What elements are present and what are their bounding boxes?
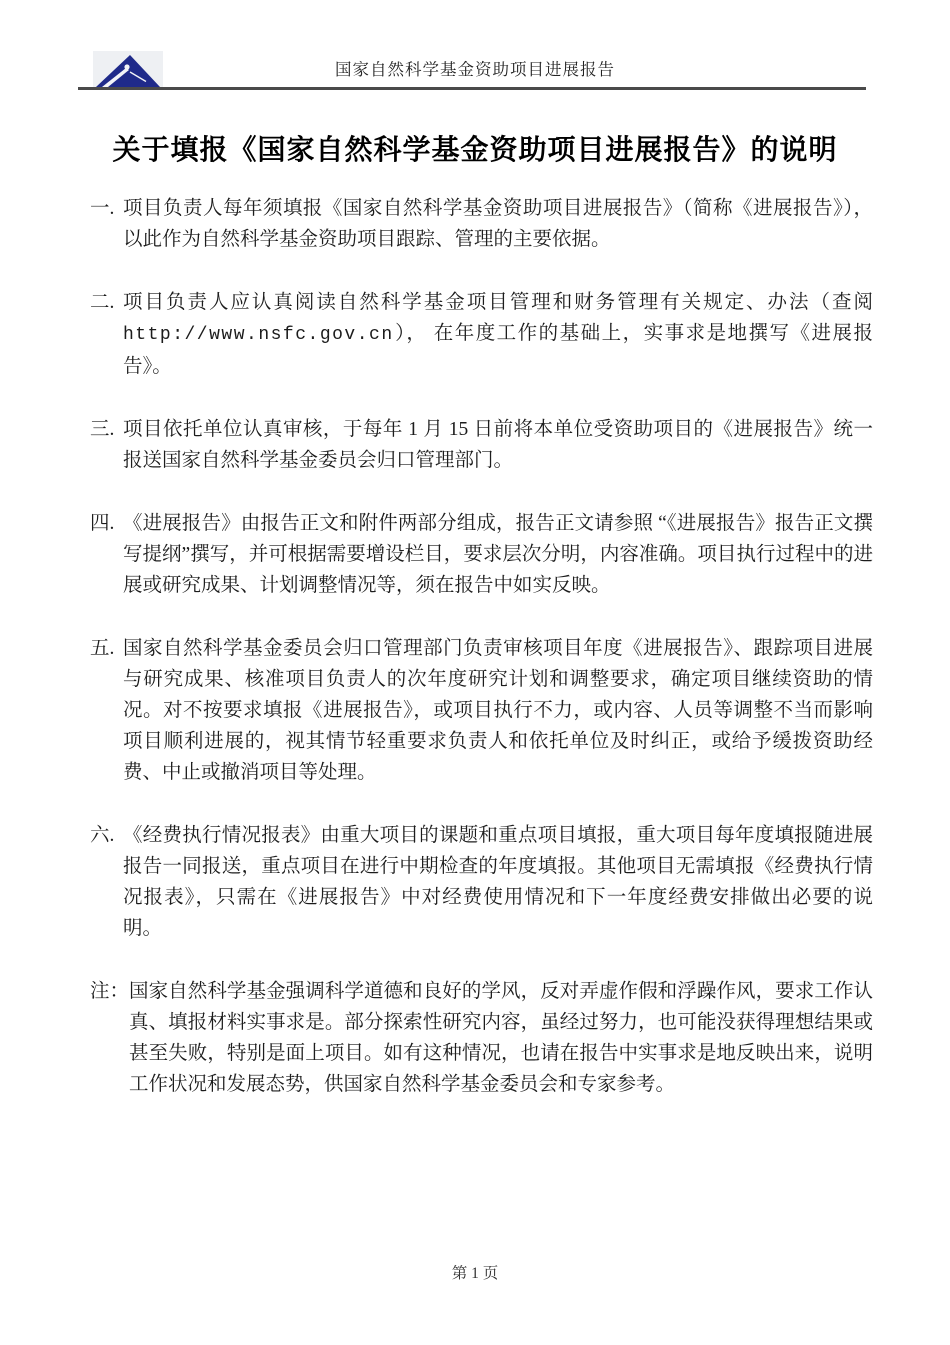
paragraph-body	[123, 414, 873, 476]
paragraph-marker: 五.	[90, 638, 115, 659]
paragraph-text: 《进展报告》由报告正文和附件两部分组成，报告正文请参照 “《进展报告》报告正文撰写提纲”撰写，并可根据需要增设栏目，要求层次分明，内容准确。项目执行过程中的进展或研究成果、计划调整情况等，须在报告中如实反映。	[123, 513, 873, 596]
list-item	[90, 633, 873, 788]
page-header	[0, 0, 950, 91]
list-item	[90, 820, 873, 944]
paragraph-text: 项目依托单位认真审核，于每年 1 月 15 日前将本单位受资助项目的《进展报告》统一报送国家自然科学基金委员会归口管理部门。	[123, 419, 873, 471]
paragraph-body	[123, 193, 873, 255]
paragraph-text: 国家自然科学基金委员会归口管理部门负责审核项目年度《进展报告》、跟踪项目进展与研究成果、核准项目负责人的次年度研究计划和调整要求，确定项目继续资助的情况。对不按要求填报《进展报告》，或项目执行不力，或内容、人员等调整不当而影响项目顺利进展的，视其情节轻重要求负责人和依托单位及时纠正，或给予缓拨资助经费、中止或撤消项目等处理。	[123, 638, 873, 783]
list-item	[90, 508, 873, 601]
running-title: 国家自然科学基金资助项目进展报告	[335, 60, 615, 79]
paragraph-body	[129, 976, 873, 1100]
paragraph-body	[123, 508, 873, 601]
paragraph-marker: 六.	[90, 825, 115, 846]
header-rule	[78, 87, 866, 90]
paragraph-text: 国家自然科学基金强调科学道德和良好的学风，反对弄虚作假和浮躁作风，要求工作认真、填报材料实事求是。部分探索性研究内容，虽经过努力，也可能没获得理想结果或甚至失败，特别是面上项目。如有这种情况，也请在报告中实事求是地反映出来，说明工作状况和发展态势，供国家自然科学基金委员会和专家参考。	[129, 981, 873, 1095]
paragraph-text: 项目负责人每年须填报《国家自然科学基金资助项目进展报告》（简称《进展报告》），以此作为自然科学基金资助项目跟踪、管理的主要依据。	[123, 198, 873, 250]
document-link[interactable]: http://www.nsfc.gov.cn	[123, 325, 394, 345]
paragraph-marker: 注：	[90, 981, 130, 1002]
page-title: 关于填报《国家自然科学基金资助项目进展报告》的说明	[112, 134, 838, 165]
paragraph-body	[123, 287, 873, 382]
paragraph-body	[123, 633, 873, 788]
page-number: 第 1 页	[451, 1265, 499, 1282]
paragraph-body	[123, 820, 873, 944]
list-item	[90, 976, 873, 1100]
paragraph-text: ）， 在年度工作的基础上，实事求是地撰写《进展报告》。	[123, 323, 873, 377]
paragraph-marker: 三.	[90, 419, 115, 440]
paragraph-marker: 一.	[90, 198, 115, 219]
list-item	[90, 193, 873, 255]
paragraph-marker: 四.	[90, 513, 115, 534]
list-item	[90, 287, 873, 382]
paragraph-marker: 二.	[90, 292, 115, 313]
list-item	[90, 414, 873, 476]
paragraph-text: 项目负责人应认真阅读自然科学基金项目管理和财务管理有关规定、办法（查阅	[123, 292, 873, 313]
paragraph-list	[90, 193, 873, 1132]
paragraph-text: 《经费执行情况报表》由重大项目的课题和重点项目填报，重大项目每年度填报随进展报告一同报送，重点项目在进行中期检查的年度填报。其他项目无需填报《经费执行情况报表》，只需在《进展报告》中对经费使用情况和下一年度经费安排做出必要的说明。	[123, 825, 873, 939]
